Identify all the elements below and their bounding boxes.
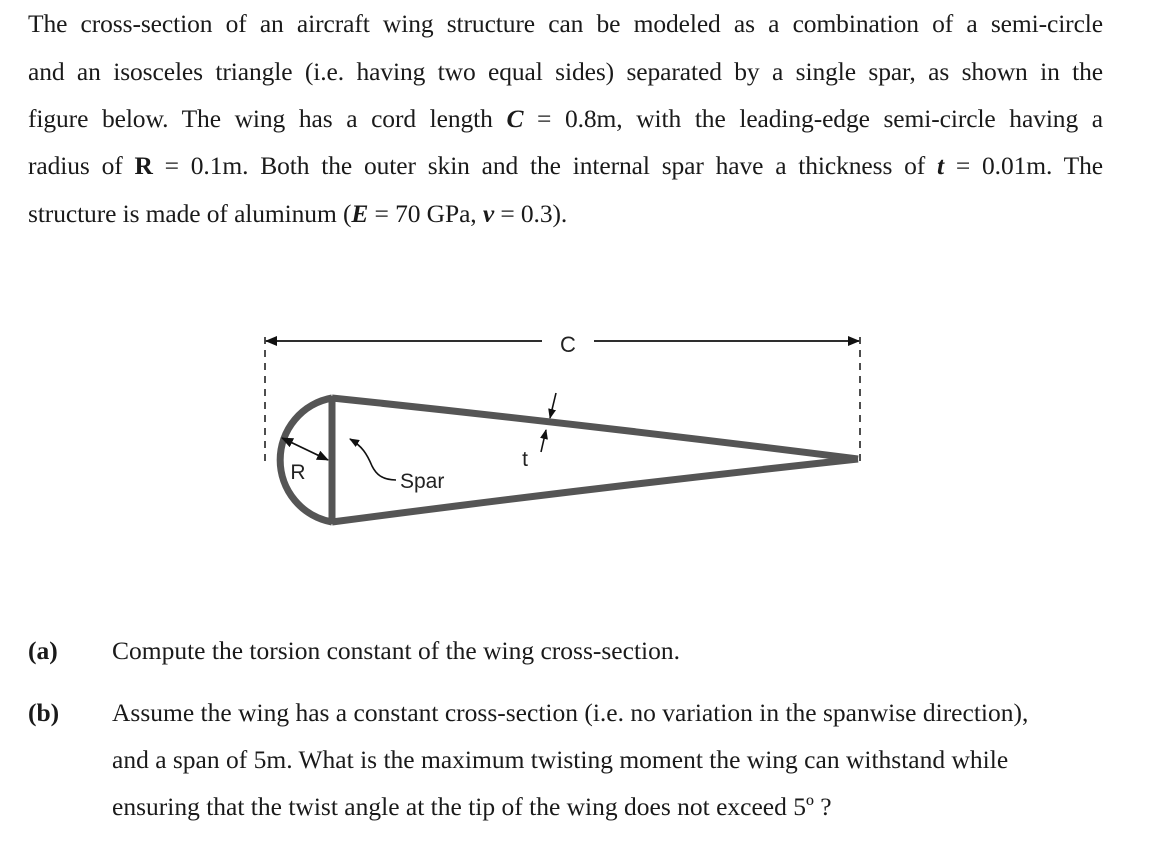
question-a [28,627,1118,677]
intro-line-1: The cross-section of an aircraft wing structure can be modeled as a combination of a semi-circle [28,9,1103,38]
poisson-symbol: ν [482,199,495,228]
radius-arrow [282,438,328,460]
modulus-symbol: E [351,199,369,228]
upper-skin [332,398,858,459]
question-a-text: Compute the torsion constant of the wing cross-section. [112,636,680,665]
question-b-line-1: Assume the wing has a constant cross-section (i.e. no variation in the spanwise direction), [112,698,1029,727]
chord-label: C [560,332,576,357]
question-b [28,689,1118,839]
chord-symbol: C [506,104,524,133]
question-b-line-2: and a span of 5m. What is the maximum twisting moment the wing can withstand while [112,745,1009,774]
spar-label: Spar [400,470,445,493]
intro-line-3: figure below. The wing has a cord length C = 0.8m, with the leading-edge semi-circle having a [28,104,1103,133]
thickness-arrow-top [550,393,556,418]
intro-line-2: and an isosceles triangle (i.e. having two equal sides) separated by a single spar, as shown in the [28,57,1103,86]
question-a-label: (a) [28,636,58,665]
intro-line-4: radius of R = 0.1m. Both the outer skin and the internal spar have a thickness of t = 0.01m. The [28,151,1104,180]
leading-edge-semicircle [280,398,332,522]
thickness-arrow-bottom [541,430,546,452]
intro-line-5: structure is made of aluminum (E = 70 GPa, ν = 0.3). [28,199,568,228]
thickness-label: t [522,448,528,471]
question-b-line-3: ensuring that the twist angle at the tip of the wing does not exceed 5º ? [112,792,832,821]
thickness-symbol: t [937,151,945,180]
spar-leader-line [350,439,396,480]
question-b-label: (b) [28,698,60,727]
radius-label: R [290,461,306,484]
radius-symbol: R [134,151,153,180]
